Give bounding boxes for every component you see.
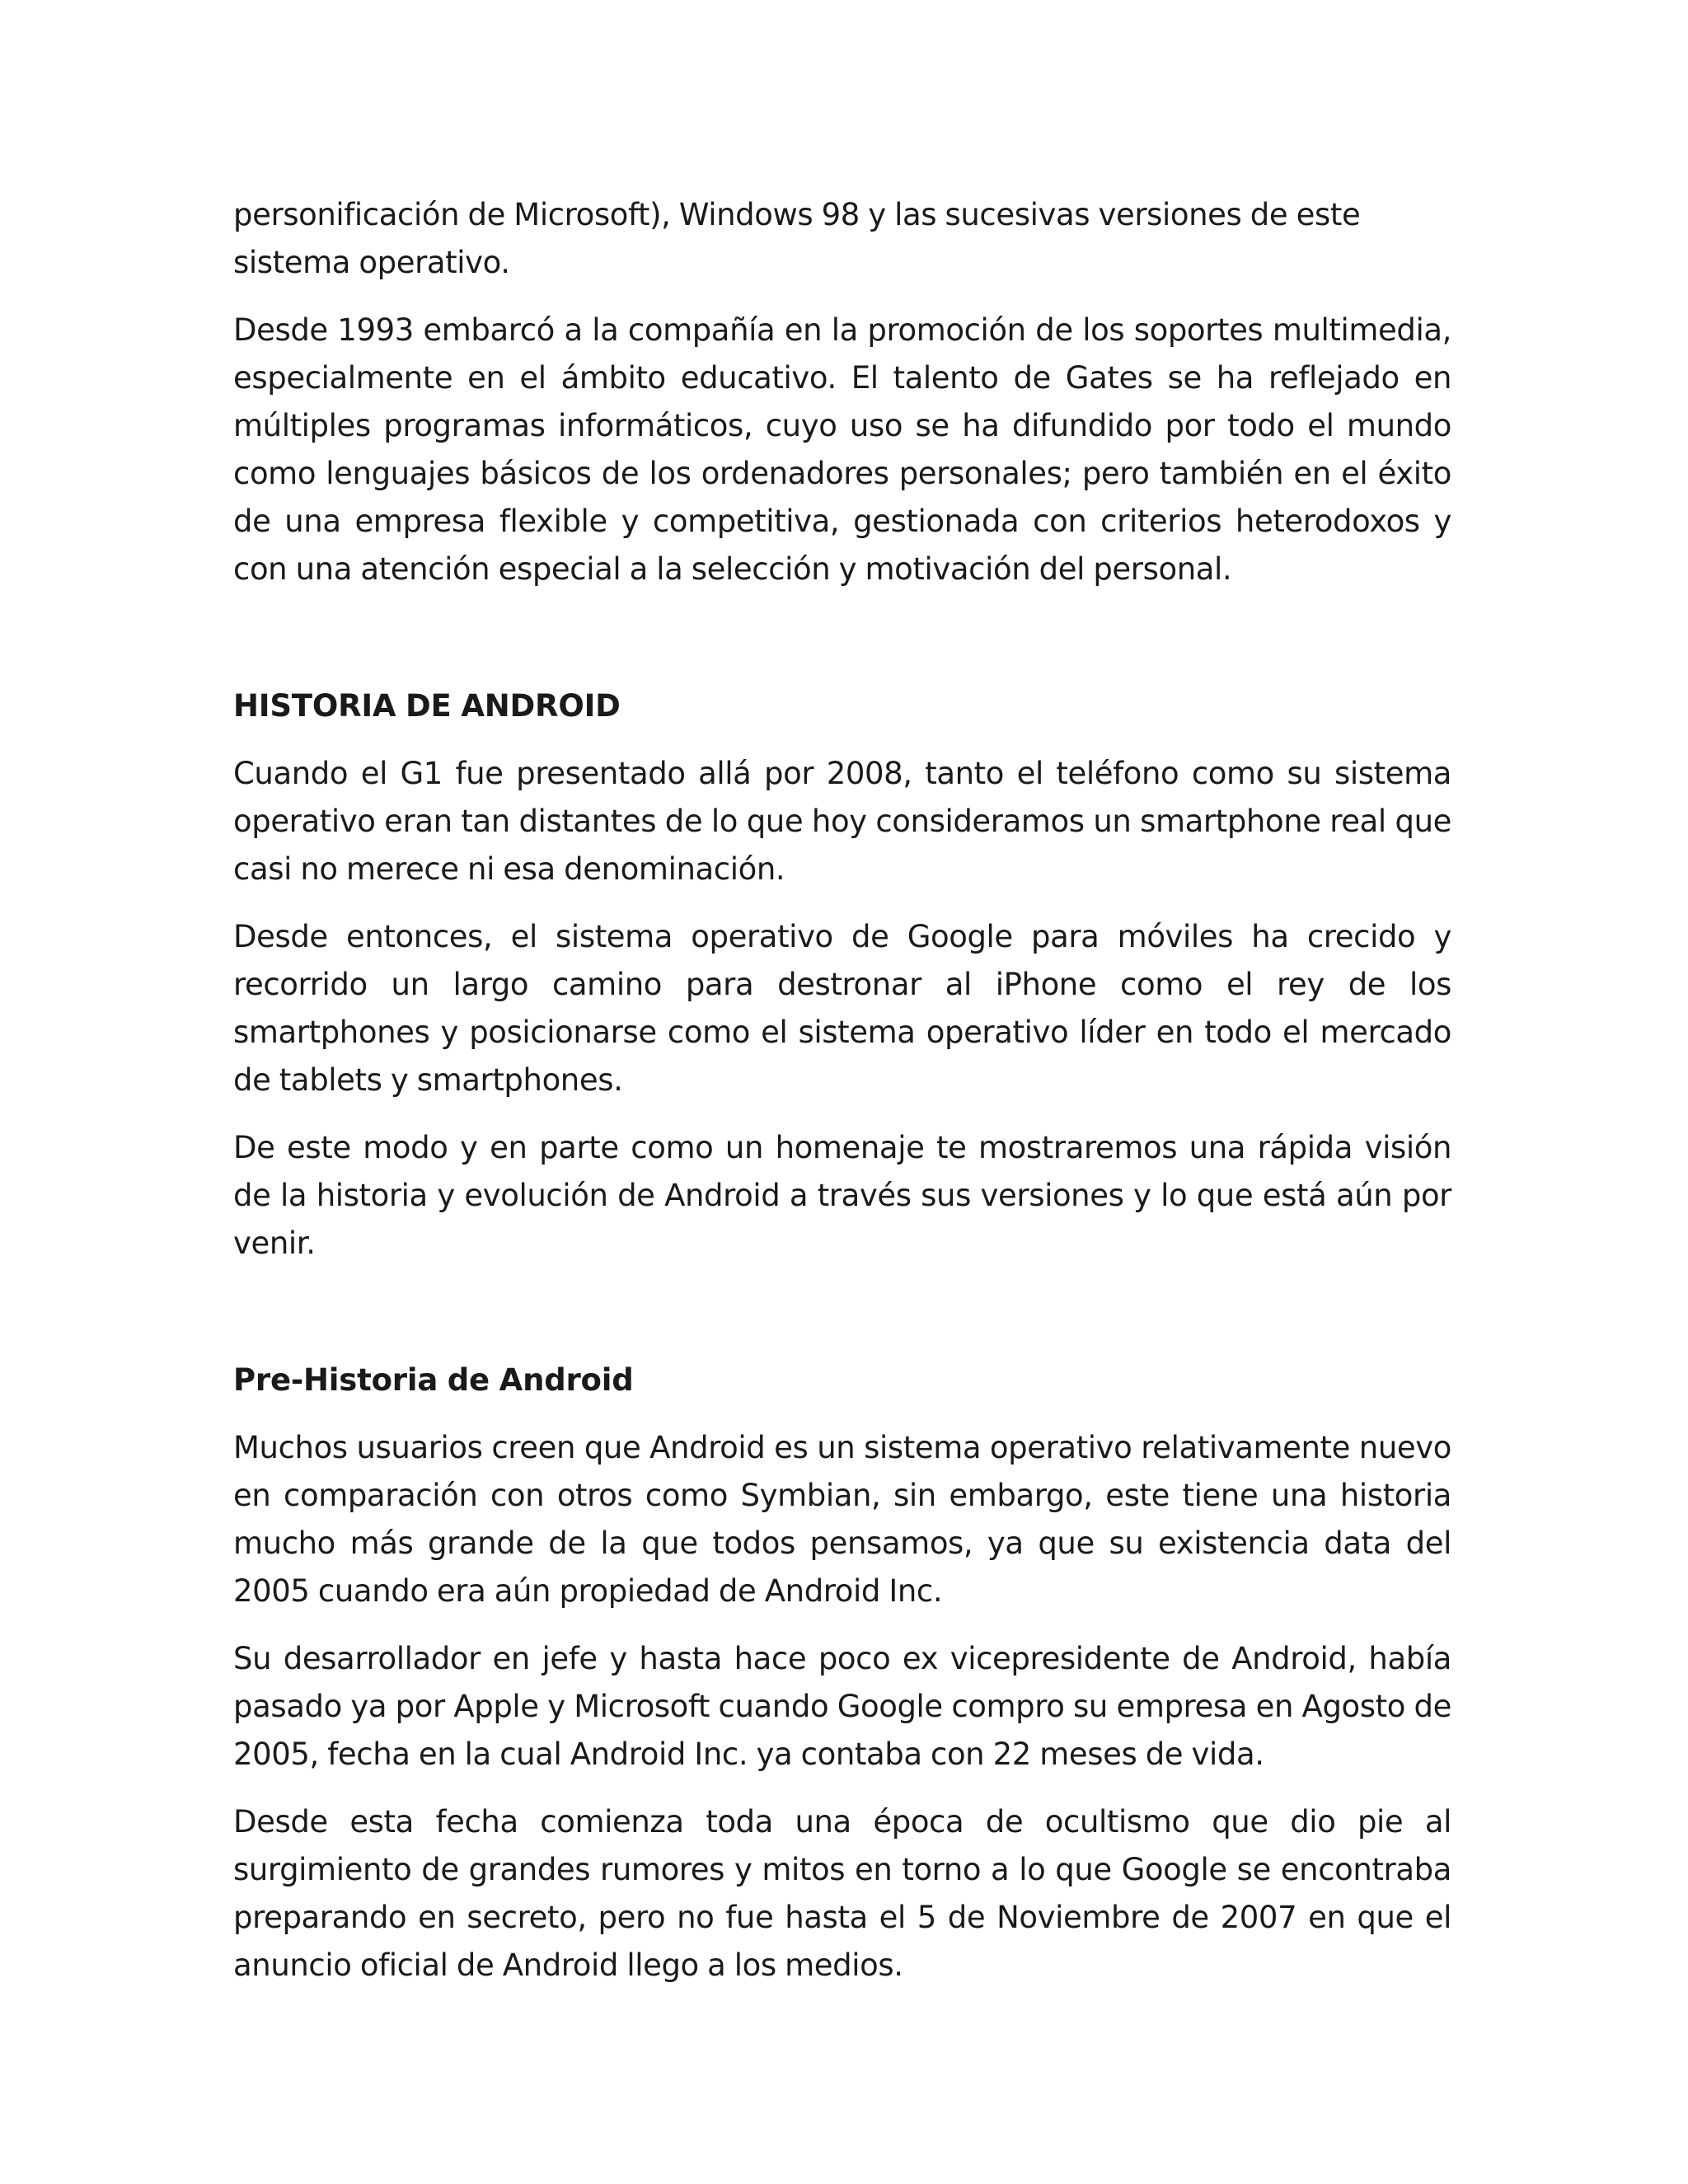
android-paragraph-2: Desde entonces, el sistema operativo de Google para móviles ha crecido y recorrido un largo camino para destronar al iPhone como el rey de los smartphones y posicionarse como el sistema operativo líder en todo el mercado de tablets y smartphones.	[233, 919, 1451, 1098]
intro-paragraph-1: personificación de Microsoft), Windows 98 y las sucesivas versiones de este sistema operativo.	[233, 197, 1361, 280]
prehistory-paragraph-3: Desde esta fecha comienza toda una época de ocultismo que dio pie al surgimiento de grandes rumores y mitos en torno a lo que Google se encontraba preparando en secreto, pero no fue hasta el 5 de Noviembre de 2007 en que el anuncio oficial de Android llego a los medios.	[233, 1804, 1451, 1983]
prehistory-paragraph-2: Su desarrollador en jefe y hasta hace poco ex vicepresidente de Android, había pasado ya por Apple y Microsoft cuando Google compro su empresa en Agosto de 2005, fecha en la cual Android Inc. ya contaba con 22 meses de vida.	[233, 1641, 1451, 1772]
android-paragraph-1: Cuando el G1 fue presentado allá por 2008, tanto el teléfono como su sistema operativo eran tan distantes de lo que hoy consideramos un smartphone real que casi no merece ni esa denominación.	[233, 756, 1451, 887]
section-heading-historia-android: HISTORIA DE ANDROID	[233, 688, 621, 724]
prehistory-paragraph-1: Muchos usuarios creen que Android es un sistema operativo relativamente nuevo en comparación con otros como Symbian, sin embargo, este tiene una historia mucho más grande de la que todos pensamos, ya que su existencia data del 2005 cuando era aún propiedad de Android Inc.	[233, 1430, 1451, 1609]
document-body	[233, 191, 1451, 2009]
section-heading-pre-historia: Pre-Historia de Android	[233, 1362, 634, 1398]
intro-paragraph-2: Desde 1993 embarcó a la compañía en la promoción de los soportes multimedia, especialmente en el ámbito educativo. El talento de Gates se ha reflejado en múltiples programas informáticos, cuyo uso se ha difundido por todo el mundo como lenguajes básicos de los ordenadores personales; pero también en el éxito de una empresa flexible y competitiva, gestionada con criterios heterodoxos y con una atención especial a la selección y motivación del personal.	[233, 312, 1451, 587]
section-spacer	[233, 1287, 1451, 1357]
android-paragraph-3: De este modo y en parte como un homenaje te mostraremos una rápida visión de la historia y evolución de Android a través sus versiones y lo que está aún por venir.	[233, 1130, 1451, 1261]
section-spacer	[233, 613, 1451, 682]
